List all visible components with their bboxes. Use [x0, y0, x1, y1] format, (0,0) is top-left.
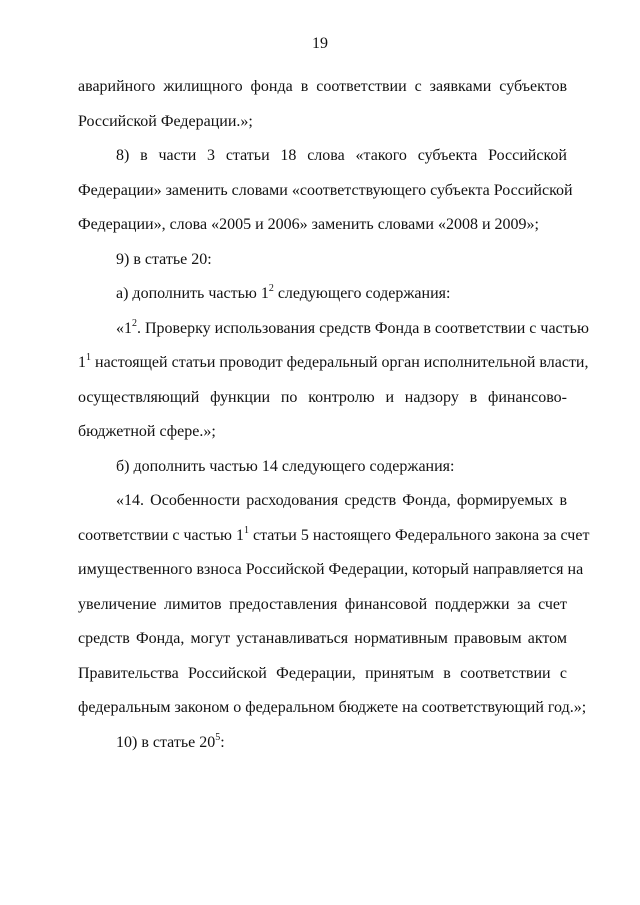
text-segment: имущественного взноса Российской Федерации, который направляется на — [78, 561, 584, 578]
text-segment: а) дополнить частью 1 — [116, 285, 269, 302]
text-segment: б) дополнить частью 14 следующего содержания: — [116, 457, 455, 475]
text-segment: следующего содержания: — [273, 285, 451, 302]
text-line — [78, 450, 567, 485]
text-line — [78, 484, 567, 519]
text-segment: средств Фонда, могут устанавливаться нормативным правовым актом — [78, 630, 567, 647]
text-line — [78, 346, 589, 381]
text-segment: Правительства Российской Федерации, принятым в соответствии с — [78, 664, 567, 682]
text-segment: осуществляющий функции по контролю и надзору в финансово- — [78, 388, 567, 406]
text-segment: статьи 5 настоящего Федерального закона за счет — [249, 526, 590, 544]
text-line — [78, 553, 584, 588]
text-segment: 1 — [78, 354, 86, 371]
text-segment: . Проверку использования средств Фонда в соответствии с частью — [137, 319, 589, 337]
text-line — [78, 208, 567, 243]
text-segment: : — [220, 733, 225, 751]
text-line — [78, 70, 567, 105]
document-body — [78, 70, 590, 760]
text-segment: федеральным законом о федеральном бюджете на соответствующий год.»; — [78, 699, 587, 716]
superscript: 5 — [215, 731, 221, 743]
text-line — [78, 657, 567, 692]
superscript: 1 — [86, 352, 91, 363]
superscript: 2 — [268, 283, 274, 294]
text-segment: «1 — [116, 319, 132, 337]
text-line — [78, 381, 567, 416]
page-number: 19 — [312, 35, 328, 52]
text-segment: аварийного жилищного фонда в соответствии с заявками субъектов — [78, 78, 567, 95]
text-line — [78, 415, 567, 450]
text-line — [78, 726, 567, 761]
text-segment: бюджетной сфере.»; — [78, 423, 216, 440]
text-segment: Российской Федерации.»; — [78, 112, 253, 130]
text-line — [78, 243, 567, 278]
text-line — [78, 519, 590, 554]
text-line — [78, 622, 567, 657]
text-line — [78, 588, 567, 623]
text-segment: 8) в части 3 статьи 18 слова «такого субъекта Российской — [116, 147, 567, 164]
superscript: 2 — [132, 317, 137, 329]
text-segment: настоящей статьи проводит федеральный орган исполнительной власти, — [91, 354, 589, 371]
text-line — [78, 277, 567, 312]
text-segment: 9) в статье 20: — [116, 250, 212, 268]
superscript: 1 — [244, 524, 249, 536]
text-line — [78, 691, 587, 726]
text-segment: соответствии с частью 1 — [78, 526, 244, 544]
text-segment: увеличение лимитов предоставления финансовой поддержки за счет — [78, 595, 567, 613]
text-line — [78, 174, 573, 209]
text-line — [78, 139, 567, 174]
text-line — [78, 312, 589, 347]
text-segment: Федерации», слова «2005 и 2006» заменить словами «2008 и 2009»; — [78, 216, 539, 233]
text-segment: 10) в статье 20 — [116, 733, 216, 751]
text-line — [78, 105, 567, 140]
text-segment: «14. Особенности расходования средств Фонда, формируемых в — [116, 492, 567, 509]
text-segment: Федерации» заменить словами «соответствующего субъекта Российской — [78, 181, 573, 199]
